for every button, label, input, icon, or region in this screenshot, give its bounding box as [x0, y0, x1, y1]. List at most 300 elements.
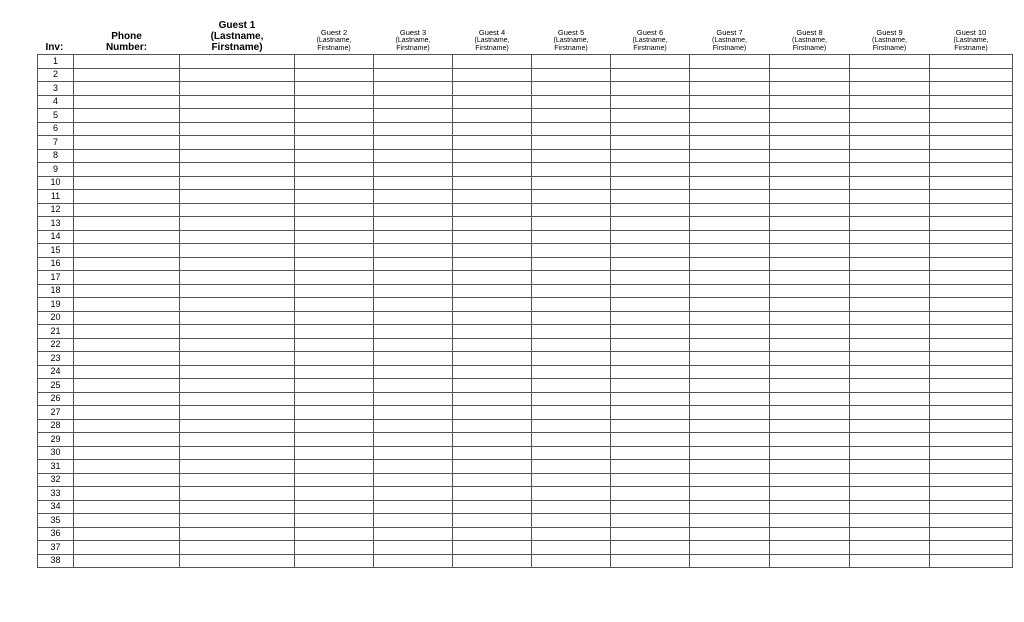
guest-cell[interactable] [295, 163, 374, 177]
guest-cell[interactable] [532, 257, 611, 271]
guest-cell[interactable] [930, 149, 1013, 163]
guest-cell[interactable] [374, 230, 453, 244]
guest-cell[interactable] [374, 352, 453, 366]
guest-cell[interactable] [770, 419, 850, 433]
guest-cell[interactable] [180, 136, 295, 150]
guest-cell[interactable] [180, 541, 295, 555]
guest-cell[interactable] [532, 203, 611, 217]
guest-cell[interactable] [295, 419, 374, 433]
guest-cell[interactable] [611, 68, 690, 82]
guest-cell[interactable] [532, 244, 611, 258]
guest-cell[interactable] [374, 473, 453, 487]
guest-cell[interactable] [295, 541, 374, 555]
phone-cell[interactable] [74, 244, 180, 258]
guest-cell[interactable] [532, 554, 611, 568]
guest-cell[interactable] [690, 176, 770, 190]
guest-cell[interactable] [374, 379, 453, 393]
guest-cell[interactable] [374, 95, 453, 109]
guest-cell[interactable] [850, 338, 930, 352]
guest-cell[interactable] [850, 487, 930, 501]
guest-cell[interactable] [770, 514, 850, 528]
guest-cell[interactable] [180, 257, 295, 271]
guest-cell[interactable] [453, 406, 532, 420]
guest-cell[interactable] [374, 257, 453, 271]
phone-cell[interactable] [74, 217, 180, 231]
guest-cell[interactable] [453, 163, 532, 177]
guest-cell[interactable] [374, 446, 453, 460]
guest-cell[interactable] [611, 433, 690, 447]
guest-cell[interactable] [532, 514, 611, 528]
guest-cell[interactable] [295, 298, 374, 312]
guest-cell[interactable] [770, 460, 850, 474]
guest-cell[interactable] [532, 230, 611, 244]
guest-cell[interactable] [930, 541, 1013, 555]
guest-cell[interactable] [453, 136, 532, 150]
guest-cell[interactable] [611, 419, 690, 433]
guest-cell[interactable] [850, 514, 930, 528]
guest-cell[interactable] [770, 298, 850, 312]
guest-cell[interactable] [374, 298, 453, 312]
guest-cell[interactable] [374, 541, 453, 555]
guest-cell[interactable] [453, 230, 532, 244]
guest-cell[interactable] [611, 163, 690, 177]
guest-cell[interactable] [850, 298, 930, 312]
guest-cell[interactable] [180, 433, 295, 447]
guest-cell[interactable] [930, 298, 1013, 312]
guest-cell[interactable] [532, 271, 611, 285]
phone-cell[interactable] [74, 163, 180, 177]
guest-cell[interactable] [532, 352, 611, 366]
guest-cell[interactable] [295, 460, 374, 474]
guest-cell[interactable] [611, 541, 690, 555]
guest-cell[interactable] [770, 95, 850, 109]
guest-cell[interactable] [295, 257, 374, 271]
guest-cell[interactable] [690, 136, 770, 150]
guest-cell[interactable] [770, 365, 850, 379]
guest-cell[interactable] [180, 298, 295, 312]
guest-cell[interactable] [611, 311, 690, 325]
guest-cell[interactable] [930, 392, 1013, 406]
guest-cell[interactable] [295, 392, 374, 406]
guest-cell[interactable] [770, 379, 850, 393]
guest-cell[interactable] [180, 230, 295, 244]
guest-cell[interactable] [374, 419, 453, 433]
guest-cell[interactable] [611, 554, 690, 568]
guest-cell[interactable] [374, 284, 453, 298]
guest-cell[interactable] [690, 460, 770, 474]
guest-cell[interactable] [770, 352, 850, 366]
guest-cell[interactable] [180, 244, 295, 258]
guest-cell[interactable] [374, 68, 453, 82]
guest-cell[interactable] [180, 311, 295, 325]
guest-cell[interactable] [295, 176, 374, 190]
phone-cell[interactable] [74, 298, 180, 312]
phone-cell[interactable] [74, 284, 180, 298]
phone-cell[interactable] [74, 527, 180, 541]
guest-cell[interactable] [930, 109, 1013, 123]
guest-cell[interactable] [180, 514, 295, 528]
guest-cell[interactable] [690, 338, 770, 352]
guest-cell[interactable] [930, 244, 1013, 258]
guest-cell[interactable] [611, 95, 690, 109]
guest-cell[interactable] [690, 284, 770, 298]
guest-cell[interactable] [930, 446, 1013, 460]
guest-cell[interactable] [850, 325, 930, 339]
guest-cell[interactable] [770, 82, 850, 96]
guest-cell[interactable] [180, 203, 295, 217]
guest-cell[interactable] [295, 68, 374, 82]
guest-cell[interactable] [532, 487, 611, 501]
guest-cell[interactable] [532, 419, 611, 433]
guest-cell[interactable] [611, 446, 690, 460]
guest-cell[interactable] [453, 487, 532, 501]
guest-cell[interactable] [690, 392, 770, 406]
guest-cell[interactable] [180, 500, 295, 514]
guest-cell[interactable] [453, 190, 532, 204]
guest-cell[interactable] [850, 95, 930, 109]
guest-cell[interactable] [180, 473, 295, 487]
guest-cell[interactable] [611, 190, 690, 204]
guest-cell[interactable] [611, 325, 690, 339]
guest-cell[interactable] [611, 109, 690, 123]
guest-cell[interactable] [453, 325, 532, 339]
guest-cell[interactable] [532, 149, 611, 163]
guest-cell[interactable] [611, 136, 690, 150]
guest-cell[interactable] [850, 500, 930, 514]
guest-cell[interactable] [930, 230, 1013, 244]
guest-cell[interactable] [930, 217, 1013, 231]
guest-cell[interactable] [295, 244, 374, 258]
guest-cell[interactable] [770, 338, 850, 352]
guest-cell[interactable] [770, 122, 850, 136]
guest-cell[interactable] [930, 203, 1013, 217]
guest-cell[interactable] [930, 68, 1013, 82]
guest-cell[interactable] [374, 136, 453, 150]
guest-cell[interactable] [180, 55, 295, 69]
guest-cell[interactable] [850, 446, 930, 460]
guest-cell[interactable] [690, 257, 770, 271]
guest-cell[interactable] [690, 541, 770, 555]
guest-cell[interactable] [930, 514, 1013, 528]
guest-cell[interactable] [295, 325, 374, 339]
guest-cell[interactable] [611, 392, 690, 406]
guest-cell[interactable] [532, 500, 611, 514]
guest-cell[interactable] [374, 82, 453, 96]
guest-cell[interactable] [295, 406, 374, 420]
phone-cell[interactable] [74, 487, 180, 501]
guest-cell[interactable] [850, 203, 930, 217]
guest-cell[interactable] [611, 487, 690, 501]
guest-cell[interactable] [532, 55, 611, 69]
guest-cell[interactable] [453, 541, 532, 555]
guest-cell[interactable] [611, 379, 690, 393]
guest-cell[interactable] [295, 365, 374, 379]
guest-cell[interactable] [850, 527, 930, 541]
guest-cell[interactable] [690, 55, 770, 69]
guest-cell[interactable] [374, 203, 453, 217]
guest-cell[interactable] [295, 95, 374, 109]
guest-cell[interactable] [453, 244, 532, 258]
guest-cell[interactable] [611, 55, 690, 69]
guest-cell[interactable] [930, 55, 1013, 69]
phone-cell[interactable] [74, 419, 180, 433]
guest-cell[interactable] [690, 68, 770, 82]
guest-cell[interactable] [611, 271, 690, 285]
guest-cell[interactable] [532, 311, 611, 325]
guest-cell[interactable] [532, 136, 611, 150]
guest-cell[interactable] [611, 122, 690, 136]
guest-cell[interactable] [532, 527, 611, 541]
guest-cell[interactable] [850, 284, 930, 298]
guest-cell[interactable] [374, 460, 453, 474]
guest-cell[interactable] [930, 554, 1013, 568]
guest-cell[interactable] [850, 149, 930, 163]
phone-cell[interactable] [74, 433, 180, 447]
guest-cell[interactable] [180, 95, 295, 109]
guest-cell[interactable] [295, 217, 374, 231]
guest-cell[interactable] [690, 554, 770, 568]
guest-cell[interactable] [295, 352, 374, 366]
phone-cell[interactable] [74, 365, 180, 379]
guest-cell[interactable] [690, 406, 770, 420]
guest-cell[interactable] [690, 446, 770, 460]
guest-cell[interactable] [690, 203, 770, 217]
guest-cell[interactable] [850, 122, 930, 136]
guest-cell[interactable] [532, 541, 611, 555]
guest-cell[interactable] [850, 244, 930, 258]
guest-cell[interactable] [770, 406, 850, 420]
guest-cell[interactable] [180, 338, 295, 352]
guest-cell[interactable] [770, 68, 850, 82]
guest-cell[interactable] [930, 352, 1013, 366]
guest-cell[interactable] [295, 203, 374, 217]
phone-cell[interactable] [74, 257, 180, 271]
guest-cell[interactable] [850, 271, 930, 285]
guest-cell[interactable] [850, 419, 930, 433]
phone-cell[interactable] [74, 460, 180, 474]
guest-cell[interactable] [611, 365, 690, 379]
guest-cell[interactable] [611, 514, 690, 528]
guest-cell[interactable] [295, 55, 374, 69]
guest-cell[interactable] [295, 554, 374, 568]
guest-cell[interactable] [295, 446, 374, 460]
guest-cell[interactable] [611, 338, 690, 352]
guest-cell[interactable] [532, 460, 611, 474]
guest-cell[interactable] [295, 136, 374, 150]
guest-cell[interactable] [930, 365, 1013, 379]
guest-cell[interactable] [850, 541, 930, 555]
phone-cell[interactable] [74, 541, 180, 555]
guest-cell[interactable] [930, 473, 1013, 487]
phone-cell[interactable] [74, 352, 180, 366]
phone-cell[interactable] [74, 68, 180, 82]
guest-cell[interactable] [690, 149, 770, 163]
guest-cell[interactable] [930, 95, 1013, 109]
guest-cell[interactable] [180, 122, 295, 136]
guest-cell[interactable] [690, 217, 770, 231]
guest-cell[interactable] [180, 284, 295, 298]
guest-cell[interactable] [850, 217, 930, 231]
guest-cell[interactable] [930, 176, 1013, 190]
guest-cell[interactable] [295, 514, 374, 528]
guest-cell[interactable] [770, 554, 850, 568]
guest-cell[interactable] [611, 176, 690, 190]
guest-cell[interactable] [770, 257, 850, 271]
guest-cell[interactable] [930, 271, 1013, 285]
guest-cell[interactable] [850, 163, 930, 177]
guest-cell[interactable] [850, 55, 930, 69]
guest-cell[interactable] [374, 514, 453, 528]
guest-cell[interactable] [532, 446, 611, 460]
guest-cell[interactable] [453, 311, 532, 325]
guest-cell[interactable] [930, 325, 1013, 339]
guest-cell[interactable] [690, 379, 770, 393]
guest-cell[interactable] [690, 433, 770, 447]
guest-cell[interactable] [690, 352, 770, 366]
guest-cell[interactable] [374, 217, 453, 231]
guest-cell[interactable] [770, 244, 850, 258]
guest-cell[interactable] [374, 392, 453, 406]
guest-cell[interactable] [180, 149, 295, 163]
guest-cell[interactable] [374, 244, 453, 258]
guest-cell[interactable] [374, 338, 453, 352]
guest-cell[interactable] [850, 230, 930, 244]
guest-cell[interactable] [453, 109, 532, 123]
guest-cell[interactable] [374, 365, 453, 379]
guest-cell[interactable] [690, 325, 770, 339]
guest-cell[interactable] [374, 527, 453, 541]
guest-cell[interactable] [770, 176, 850, 190]
guest-cell[interactable] [611, 230, 690, 244]
guest-cell[interactable] [850, 406, 930, 420]
guest-cell[interactable] [690, 109, 770, 123]
guest-cell[interactable] [532, 325, 611, 339]
guest-cell[interactable] [374, 487, 453, 501]
guest-cell[interactable] [532, 122, 611, 136]
guest-cell[interactable] [850, 311, 930, 325]
guest-cell[interactable] [453, 527, 532, 541]
guest-cell[interactable] [930, 419, 1013, 433]
guest-cell[interactable] [453, 433, 532, 447]
guest-cell[interactable] [532, 82, 611, 96]
guest-cell[interactable] [611, 298, 690, 312]
guest-cell[interactable] [770, 487, 850, 501]
guest-cell[interactable] [180, 487, 295, 501]
guest-cell[interactable] [930, 122, 1013, 136]
guest-cell[interactable] [850, 554, 930, 568]
guest-cell[interactable] [770, 230, 850, 244]
phone-cell[interactable] [74, 230, 180, 244]
guest-cell[interactable] [180, 271, 295, 285]
guest-cell[interactable] [532, 379, 611, 393]
guest-cell[interactable] [930, 406, 1013, 420]
guest-cell[interactable] [295, 473, 374, 487]
guest-cell[interactable] [453, 271, 532, 285]
guest-cell[interactable] [453, 284, 532, 298]
guest-cell[interactable] [374, 149, 453, 163]
guest-cell[interactable] [453, 217, 532, 231]
guest-cell[interactable] [690, 190, 770, 204]
guest-cell[interactable] [453, 149, 532, 163]
guest-cell[interactable] [690, 487, 770, 501]
guest-cell[interactable] [611, 500, 690, 514]
guest-cell[interactable] [295, 527, 374, 541]
phone-cell[interactable] [74, 203, 180, 217]
guest-cell[interactable] [453, 554, 532, 568]
guest-cell[interactable] [770, 473, 850, 487]
guest-cell[interactable] [850, 379, 930, 393]
guest-cell[interactable] [690, 365, 770, 379]
guest-cell[interactable] [611, 82, 690, 96]
guest-cell[interactable] [295, 338, 374, 352]
guest-cell[interactable] [930, 163, 1013, 177]
guest-cell[interactable] [770, 284, 850, 298]
guest-cell[interactable] [532, 392, 611, 406]
guest-cell[interactable] [770, 190, 850, 204]
guest-cell[interactable] [374, 554, 453, 568]
guest-cell[interactable] [180, 352, 295, 366]
guest-cell[interactable] [930, 311, 1013, 325]
guest-cell[interactable] [690, 163, 770, 177]
guest-cell[interactable] [611, 257, 690, 271]
guest-cell[interactable] [532, 433, 611, 447]
guest-cell[interactable] [453, 298, 532, 312]
guest-cell[interactable] [770, 433, 850, 447]
guest-cell[interactable] [374, 325, 453, 339]
guest-cell[interactable] [770, 136, 850, 150]
guest-cell[interactable] [532, 95, 611, 109]
guest-cell[interactable] [295, 433, 374, 447]
phone-cell[interactable] [74, 554, 180, 568]
guest-cell[interactable] [180, 163, 295, 177]
guest-cell[interactable] [611, 527, 690, 541]
guest-cell[interactable] [930, 433, 1013, 447]
guest-cell[interactable] [180, 392, 295, 406]
guest-cell[interactable] [850, 176, 930, 190]
guest-cell[interactable] [453, 82, 532, 96]
guest-cell[interactable] [180, 379, 295, 393]
guest-cell[interactable] [850, 460, 930, 474]
guest-cell[interactable] [690, 500, 770, 514]
guest-cell[interactable] [532, 365, 611, 379]
guest-cell[interactable] [180, 82, 295, 96]
guest-cell[interactable] [770, 541, 850, 555]
guest-cell[interactable] [295, 500, 374, 514]
guest-cell[interactable] [532, 473, 611, 487]
guest-cell[interactable] [374, 163, 453, 177]
phone-cell[interactable] [74, 473, 180, 487]
guest-cell[interactable] [453, 122, 532, 136]
guest-cell[interactable] [690, 122, 770, 136]
phone-cell[interactable] [74, 55, 180, 69]
guest-cell[interactable] [295, 149, 374, 163]
guest-cell[interactable] [374, 122, 453, 136]
guest-cell[interactable] [180, 419, 295, 433]
guest-cell[interactable] [690, 514, 770, 528]
guest-cell[interactable] [850, 68, 930, 82]
guest-cell[interactable] [532, 284, 611, 298]
guest-cell[interactable] [295, 379, 374, 393]
guest-cell[interactable] [453, 392, 532, 406]
guest-cell[interactable] [690, 271, 770, 285]
guest-cell[interactable] [180, 554, 295, 568]
guest-cell[interactable] [180, 460, 295, 474]
guest-cell[interactable] [690, 311, 770, 325]
guest-cell[interactable] [930, 527, 1013, 541]
guest-cell[interactable] [453, 365, 532, 379]
guest-cell[interactable] [930, 82, 1013, 96]
guest-cell[interactable] [690, 419, 770, 433]
